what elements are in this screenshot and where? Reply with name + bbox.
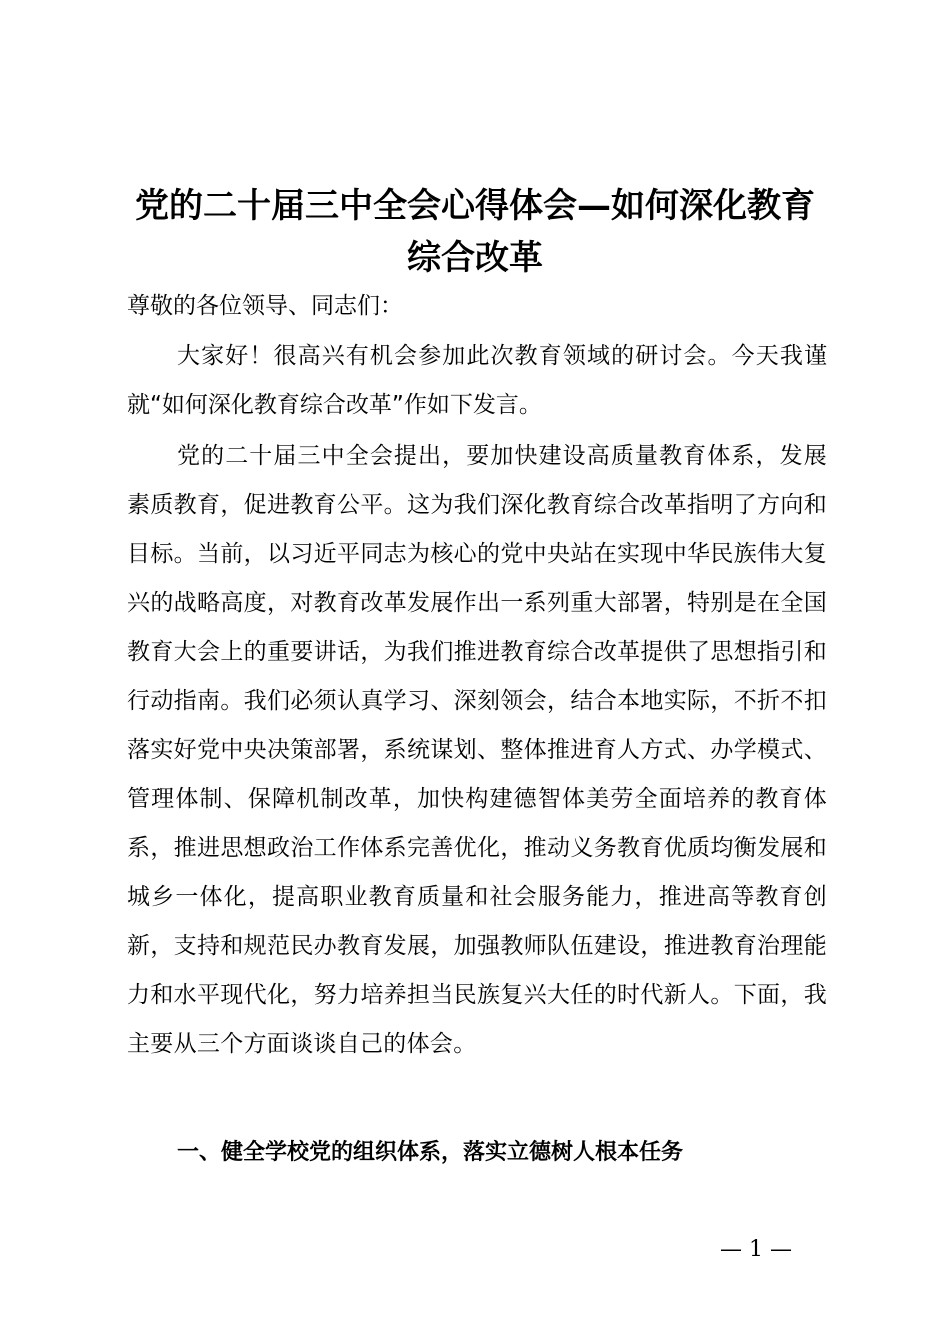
document-title-line-2: 综合改革: [407, 238, 543, 278]
document-title: [0, 180, 950, 284]
paragraph-main: 党的二十届三中全会提出，要加快建设高质量教育体系，发展素质教育，促进教育公平。这为我们深化教育综合改革指明了方向和目标。当前，以习近平同志为核心的党中央站在实现中华民族伟大复兴的战略高度，对教育改革发展作出一系列重大部署，特别是在全国教育大会上的重要讲话，为我们推进教育综合改革提供了思想指引和行动指南。我们必须认真学习、深刻领会，结合本地实际，不折不扣落实好党中央决策部署，系统谋划、整体推进育人方式、办学模式、管理体制、保障机制改革，加快构建德智体美劳全面培养的教育体系，推进思想政治工作体系完善优化，推动义务教育优质均衡发展和城乡一体化，提高职业教育质量和社会服务能力，推进高等教育创新，支持和规范民办教育发展，加强教师队伍建设，推进教育治理能力和水平现代化，努力培养担当民族复兴大任的时代新人。下面，我主要从三个方面谈谈自己的体会。: [127, 443, 827, 1057]
section-heading-1: 一、健全学校党的组织体系，落实立德树人根本任务: [177, 1140, 684, 1165]
page-number: — 1 —: [720, 1237, 792, 1262]
paragraph-opening: 大家好！很高兴有机会参加此次教育领域的研讨会。今天我谨就“如何深化教育综合改革”作如下发言。: [127, 343, 827, 418]
salutation: 尊敬的各位领导、同志们：: [127, 293, 403, 319]
document-title-line-1: 党的二十届三中全会心得体会—如何深化教育: [135, 186, 815, 226]
